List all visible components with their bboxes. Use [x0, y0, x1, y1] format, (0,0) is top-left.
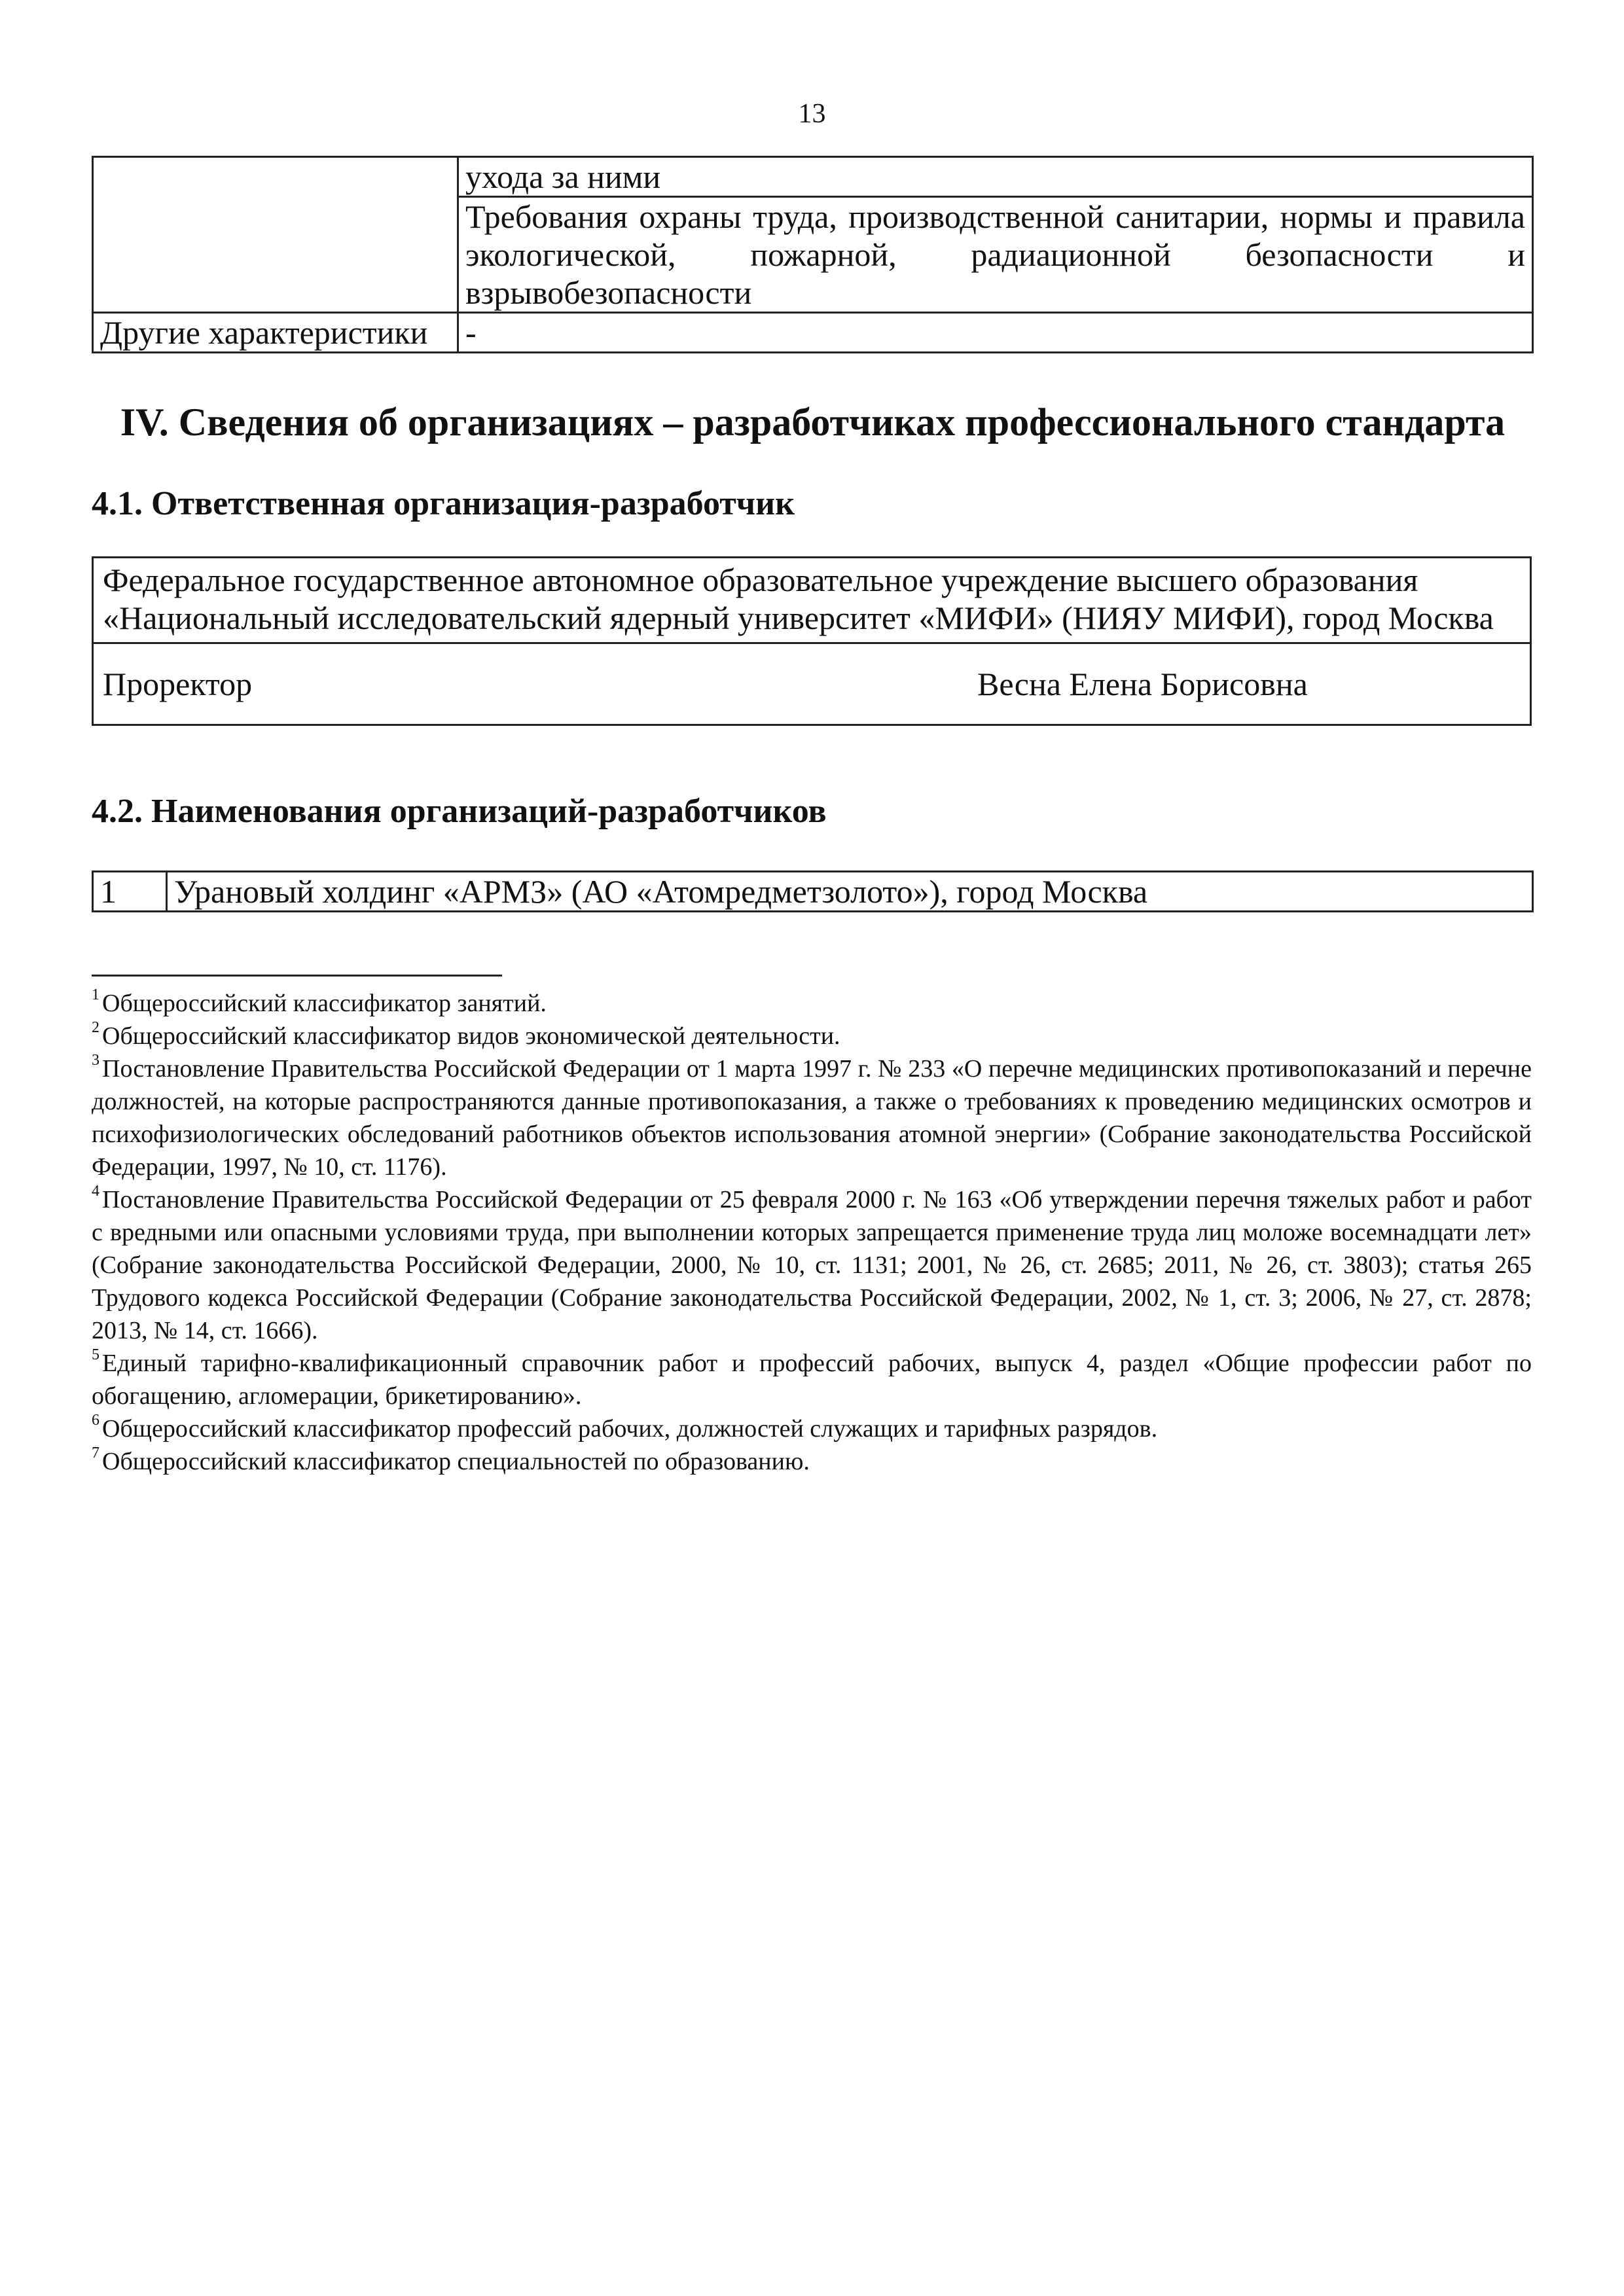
developer-number: 1: [93, 872, 167, 912]
footnote-number: 4: [92, 1183, 99, 1200]
table-cell: Требования охраны труда, производственной санитарии, нормы и правила экологической, пожарной, радиационной безопасности и взрывобезопасности: [458, 197, 1533, 313]
characteristics-table: [92, 156, 1534, 353]
page-number: 13: [798, 99, 826, 129]
section-title: IV. Сведения об организациях – разработчиках профессионального стандарта: [120, 401, 1506, 444]
footnote-number: 2: [92, 1019, 99, 1036]
developer-name: Урановый холдинг «АРМЗ» (АО «Атомредметзолото»), город Москва: [167, 872, 1533, 912]
responsible-organization-box: [92, 556, 1532, 726]
footnote-text: Единый тарифно-квалификационный справочник работ и профессий рабочих, выпуск 4, раздел «Общие профессии работ по обогащению, агломерации, брикетированию».: [92, 1350, 1532, 1410]
footnote: [92, 1412, 1532, 1445]
footnotes: [92, 987, 1532, 1478]
signer-position: Проректор: [103, 666, 253, 702]
table-cell-empty: [93, 157, 458, 313]
footnote: [92, 1445, 1532, 1478]
footnote: [92, 1347, 1532, 1412]
footnote-number: 5: [92, 1346, 99, 1363]
subsection-title-responsible: 4.1. Ответственная организация-разработчик: [92, 485, 795, 522]
footnote-number: 3: [92, 1052, 99, 1069]
developers-table: [92, 870, 1534, 912]
footnote: [92, 987, 1532, 1020]
footnote: [92, 1052, 1532, 1183]
footnote-number: 1: [92, 986, 99, 1003]
table-cell-label: Другие характеристики: [93, 313, 458, 353]
table-cell-value: -: [458, 313, 1533, 353]
signer-name: Весна Елена Борисовна: [977, 666, 1308, 702]
organization-name: Федеральное государственное автономное образовательное учреждение высшего образования «Национальный исследовательский ядерный университет «МИФИ» (НИЯУ МИФИ), город Москва: [94, 558, 1530, 644]
table-row: [93, 313, 1533, 353]
footnote: [92, 1020, 1532, 1052]
table-row: [93, 872, 1533, 912]
footnote-text: Постановление Правительства Российской Федерации от 1 марта 1997 г. № 233 «О перечне медицинских противопоказаний и перечне должностей, на которые распространяются данные противопоказания, а также о требованиях к проведению медицинских осмотров и психофизиологических обследований работников объектов использования атомной энергии» (Собрание законодательства Российской Федерации, 1997, № 10, ст. 1176).: [92, 1055, 1532, 1181]
table-cell: ухода за ними: [458, 157, 1533, 197]
footnote-number: 6: [92, 1412, 99, 1429]
subsection-title-developers: 4.2. Наименования организаций-разработчиков: [92, 793, 827, 830]
footnote-text: Общероссийский классификатор специальностей по образованию.: [102, 1448, 810, 1475]
table-row: [93, 157, 1533, 197]
footnote-text: Общероссийский классификатор занятий.: [102, 990, 547, 1017]
footnote-separator: [92, 975, 502, 977]
footnote-number: 7: [92, 1444, 99, 1462]
footnote: [92, 1183, 1532, 1347]
signer-row: [94, 644, 1530, 724]
footnote-text: Общероссийский классификатор профессий рабочих, должностей служащих и тарифных разрядов.: [102, 1415, 1158, 1443]
footnote-text: Постановление Правительства Российской Федерации от 25 февраля 2000 г. № 163 «Об утверждении перечня тяжелых работ и работ с вредными или опасными условиями труда, при выполнении которых запрещается применение труда лиц моложе восемнадцати лет» (Собрание законодательства Российской Федерации, 2000, № 10, ст. 1131; 2001, № 26, ст. 2685; 2011, № 26, ст. 3803); статья 265 Трудового кодекса Российской Федерации (Собрание законодательства Российской Федерации, 2002, № 1, ст. 3; 2006, № 27, ст. 2878; 2013, № 14, ст. 1666).: [92, 1186, 1532, 1344]
footnote-text: Общероссийский классификатор видов экономической деятельности.: [102, 1022, 840, 1050]
